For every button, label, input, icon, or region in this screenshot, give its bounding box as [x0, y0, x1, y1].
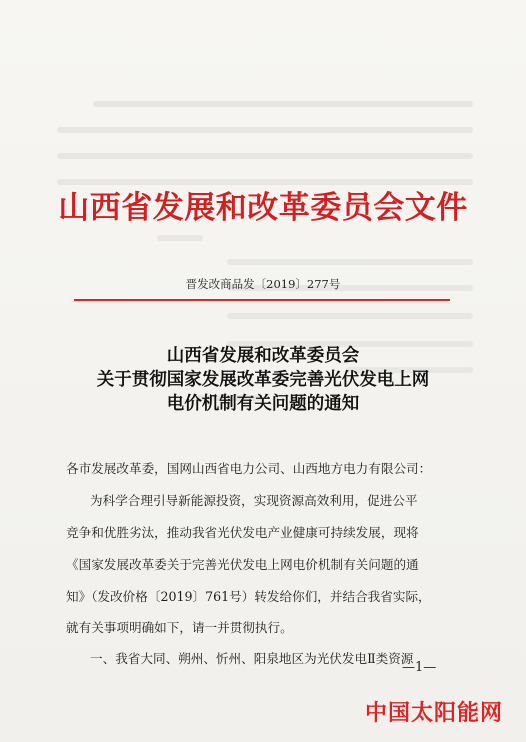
notice-title-line-2: 关于贯彻国家发展改革委完善光伏发电上网 — [96, 370, 430, 390]
body-paragraph-line: 《国家发展改革委关于完善光伏发电上网电价机制有关问题的通 — [66, 557, 419, 572]
red-separator-rule — [74, 299, 450, 301]
salutation-line: 各市发展改革委，国网山西省电力公司、山西地方电力有限公司： — [66, 461, 432, 476]
notice-title-line-1: 山西省发展和改革委员会 — [166, 346, 360, 366]
page-number: —1— — [402, 660, 437, 675]
body-paragraph-line: 为科学合理引导新能源投资，实现资源高效利用，促进公平 — [90, 493, 418, 508]
notice-title-line-3: 电价机制有关问题的通知 — [166, 394, 360, 414]
body-paragraph-line: 竞争和优胜劣汰，推动我省光伏发电产业健康可持续发展，现将 — [66, 525, 419, 540]
site-watermark: 中国太阳能网 — [365, 701, 504, 726]
issuer-header: 山西省发展和改革委员会文件 — [58, 190, 468, 226]
body-paragraph-line: 知》（发改价格〔2019〕761号）转发给你们，并结合我省实际， — [66, 589, 431, 604]
body-section-line: 一、我省大同、朔州、忻州、阳泉地区为光伏发电Ⅱ类资源 — [90, 651, 414, 666]
document-number: 晋发改商品发〔2019〕277号 — [185, 277, 341, 291]
body-paragraph-line: 就有关事项明确如下，请一并贯彻执行。 — [66, 620, 293, 635]
